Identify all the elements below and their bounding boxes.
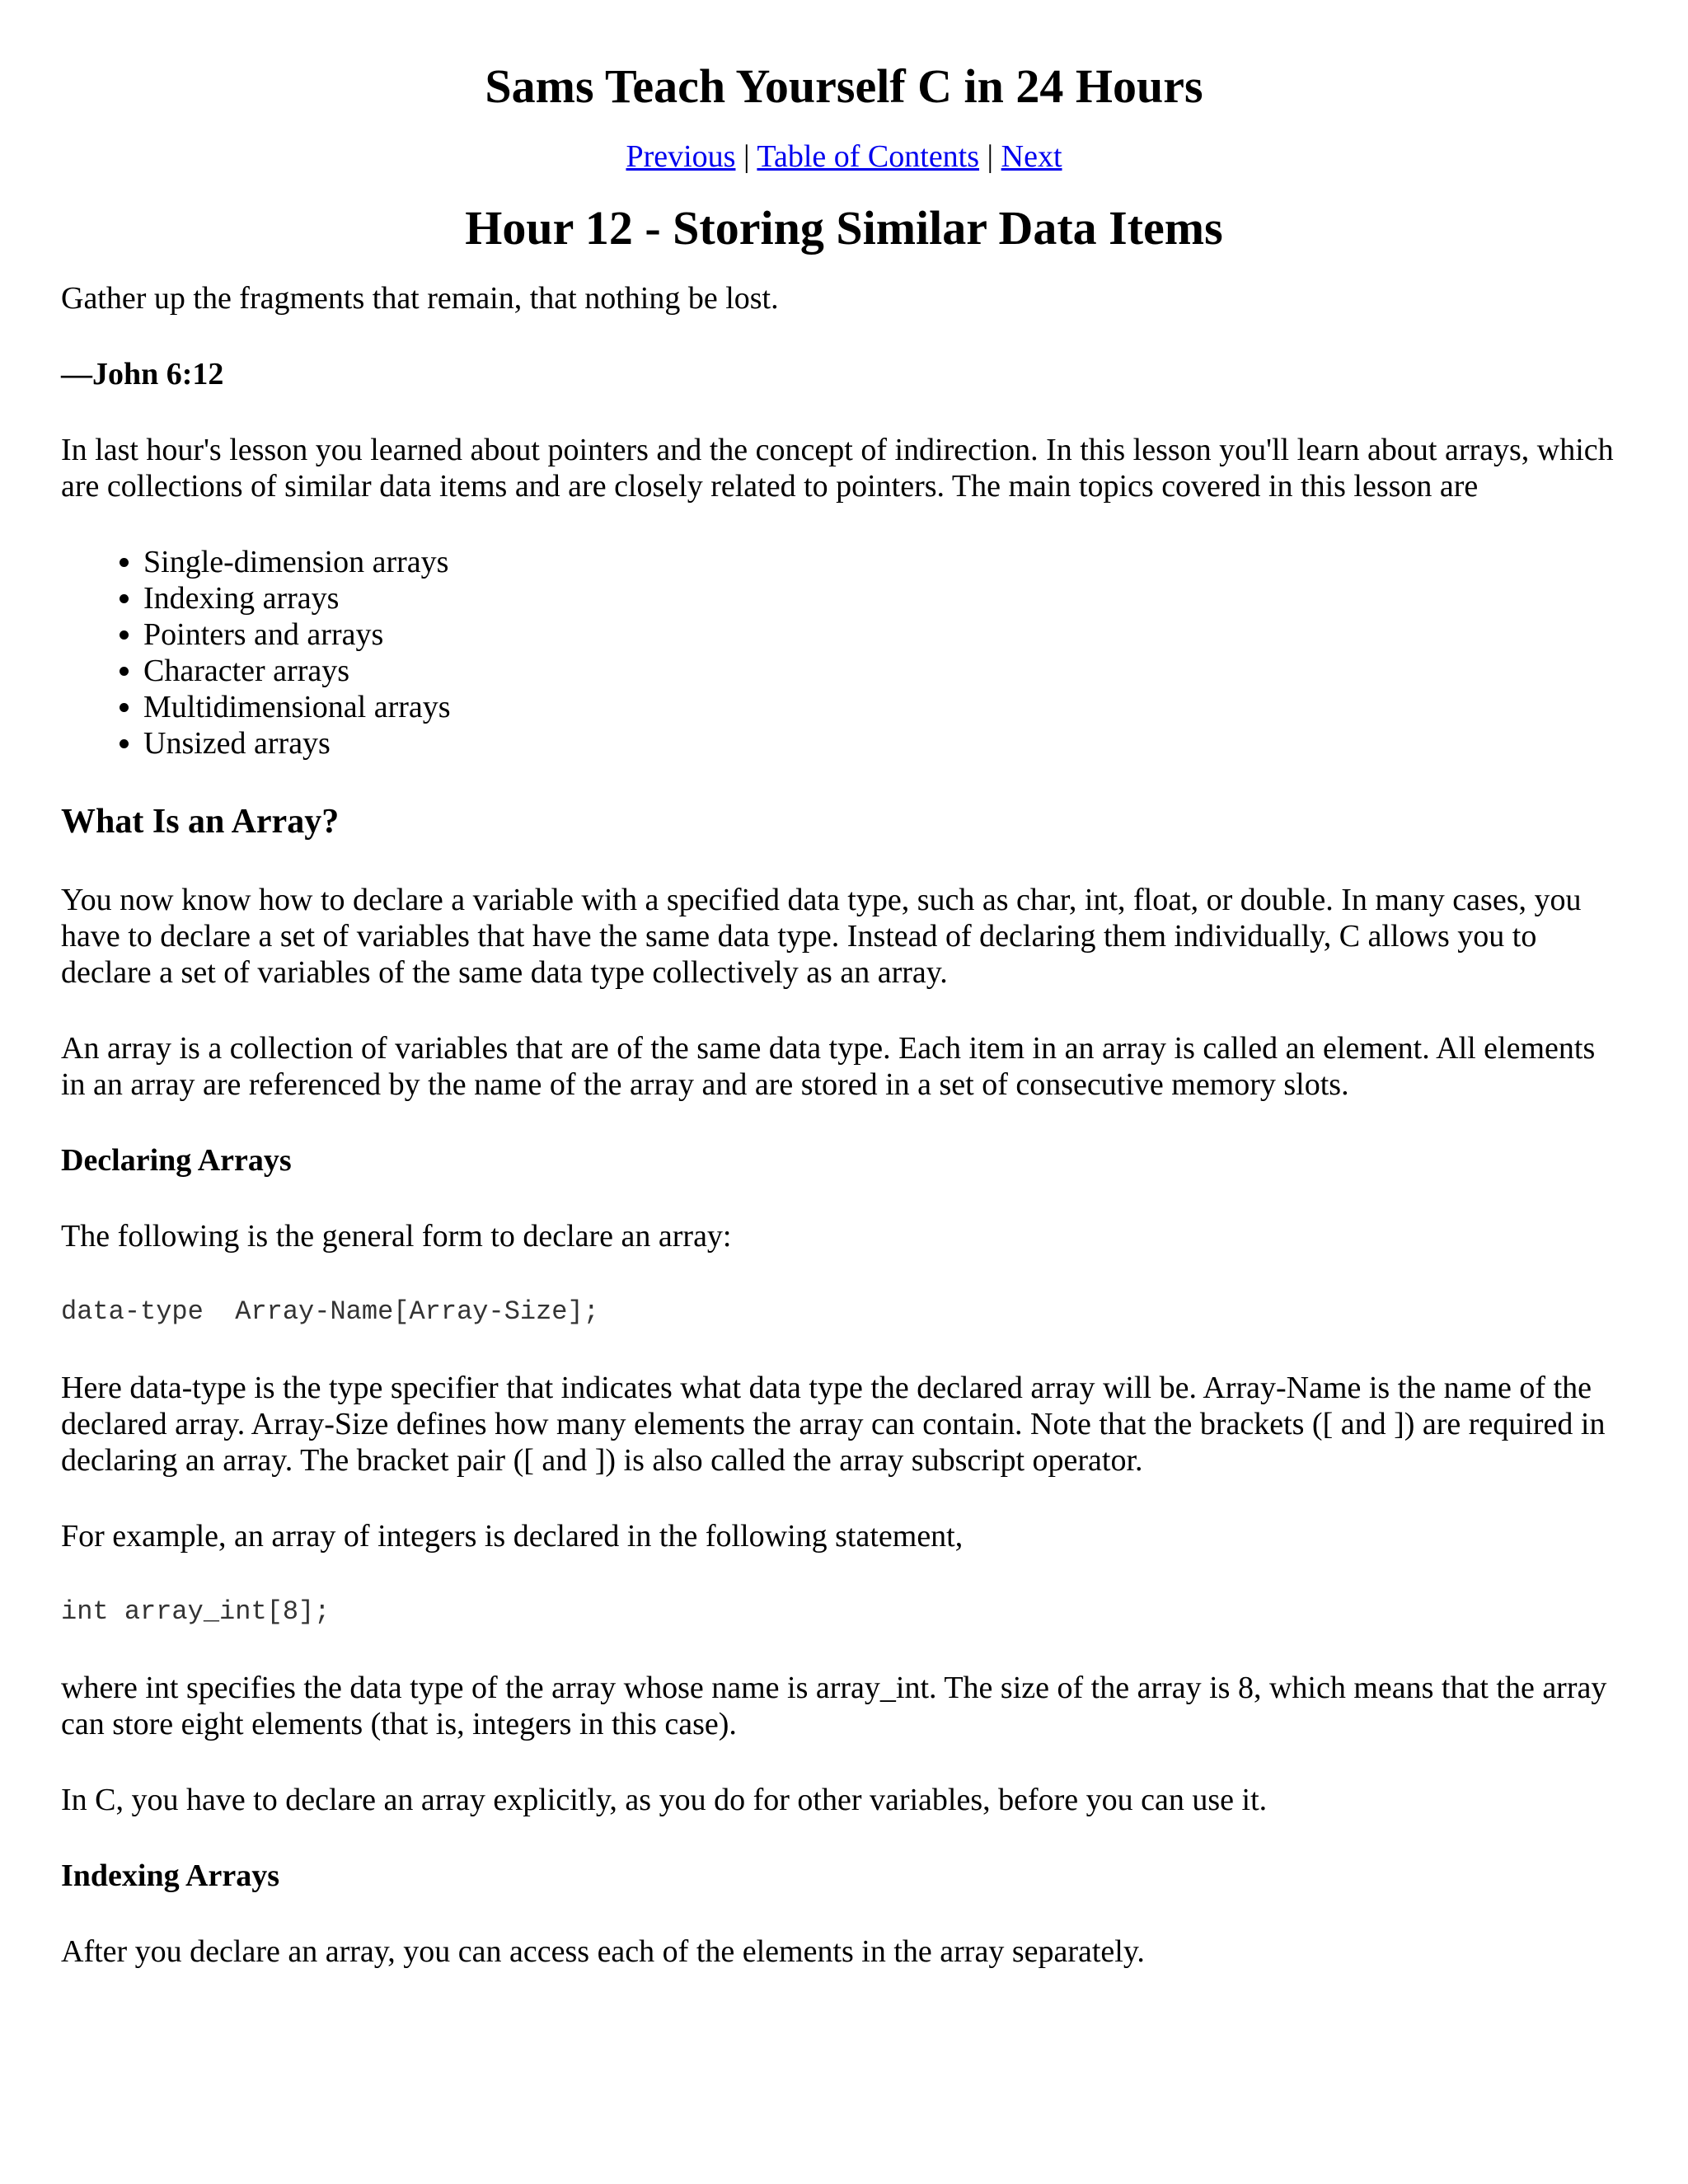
- nav-separator: |: [987, 139, 994, 174]
- subsection-heading-indexing-arrays: Indexing Arrays: [61, 1858, 279, 1893]
- paragraph: where int specifies the data type of the array whose name is array_int. The size of the array is 8, which means that the array can store eight elements (that is, integers in this case).: [61, 1671, 1607, 1741]
- subsection-heading-declaring-arrays: Declaring Arrays: [61, 1143, 292, 1178]
- code-block: data-type Array-Name[Array-Size];: [61, 1296, 599, 1327]
- nav-separator: |: [743, 139, 750, 174]
- epigraph-citation: —John 6:12: [61, 357, 224, 391]
- previous-link[interactable]: Previous: [626, 139, 736, 174]
- paragraph: After you declare an array, you can access each of the elements in the array separately.: [61, 1934, 1145, 1969]
- list-item: • Pointers and arrays: [143, 616, 1627, 653]
- paragraph: You now know how to declare a variable with a specified data type, such as char, int, float, or double. In many cases, you have to declare a set of variables that have the same data type. Instead of declaring them individually, C allows you to declare a set of variables of the same data type collectively as an array.: [61, 883, 1582, 990]
- paragraph: An array is a collection of variables that are of the same data type. Each item in an array is called an element. All elements in an array are referenced by the name of the array and are stored in a set of consecutive memory slots.: [61, 1031, 1596, 1102]
- table-of-contents-link[interactable]: Table of Contents: [757, 139, 980, 174]
- chapter-navigation: [61, 138, 1627, 175]
- paragraph: The following is the general form to declare an array:: [61, 1219, 732, 1254]
- next-link[interactable]: Next: [1001, 139, 1062, 174]
- paragraph: For example, an array of integers is declared in the following statement,: [61, 1519, 964, 1554]
- hour-title: Hour 12 - Storing Similar Data Items: [465, 201, 1223, 255]
- section-heading-what-is-an-array: What Is an Array?: [61, 803, 340, 841]
- list-item: • Character arrays: [143, 653, 1627, 689]
- topics-list: [61, 544, 1627, 762]
- intro-paragraph: In last hour's lesson you learned about pointers and the concept of indirection. In this lesson you'll learn about arrays, which are collections of similar data items and are closely related to pointers. The main topics covered in this lesson are: [61, 433, 1614, 504]
- paragraph: In C, you have to declare an array explicitly, as you do for other variables, before you can use it.: [61, 1783, 1268, 1817]
- code-block: int array_int[8];: [61, 1596, 331, 1627]
- list-item: • Single-dimension arrays: [143, 544, 1627, 580]
- epigraph-quote: Gather up the fragments that remain, that nothing be lost.: [61, 281, 779, 316]
- book-title: Sams Teach Yourself C in 24 Hours: [485, 59, 1203, 113]
- paragraph: Here data-type is the type specifier that indicates what data type the declared array will be. Array-Name is the name of the declared array. Array-Size defines how many elements the array can contain. Note that the brackets ([ and ]) are required in declaring an array. The bracket pair ([ and ]) is also called the array subscript operator.: [61, 1371, 1606, 1478]
- list-item: • Unsized arrays: [143, 725, 1627, 762]
- list-item: • Multidimensional arrays: [143, 689, 1627, 725]
- list-item: • Indexing arrays: [143, 580, 1627, 616]
